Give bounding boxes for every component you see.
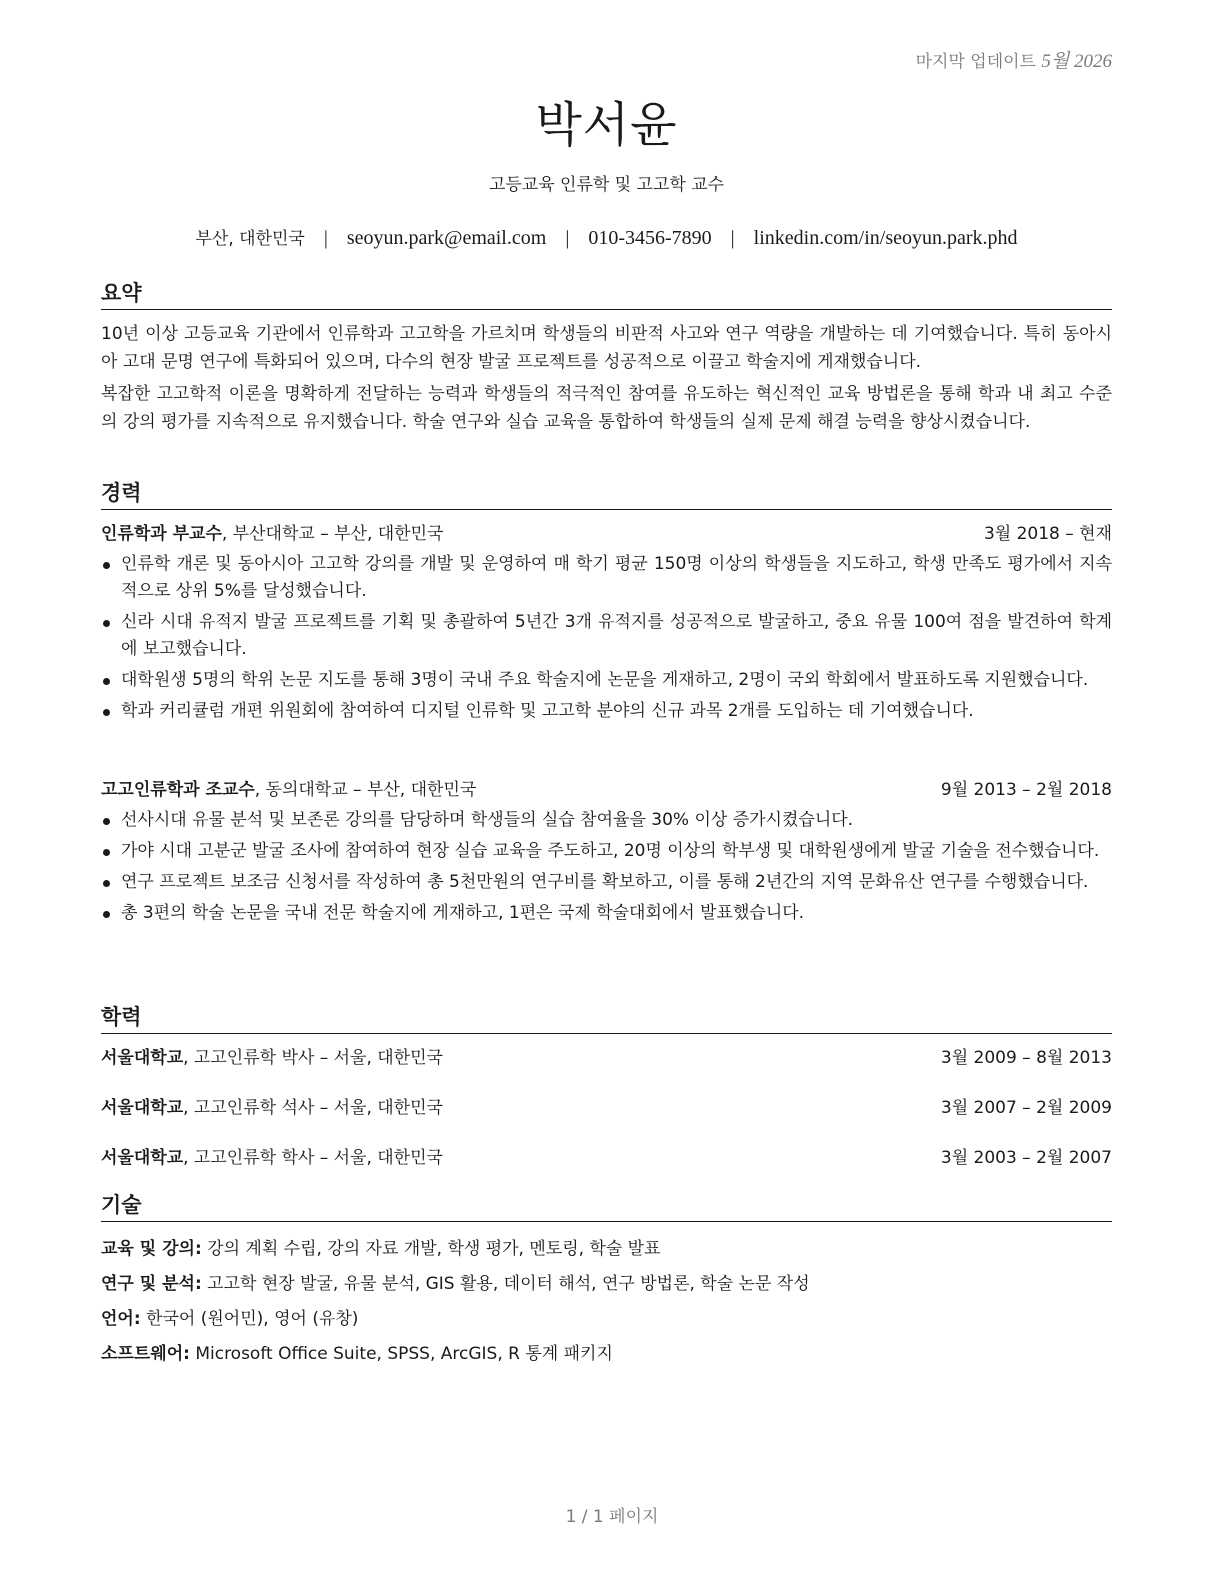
contact-location: 부산, 대한민국 [195, 229, 305, 249]
skill-value: 강의 계획 수립, 강의 자료 개발, 학생 평가, 멘토링, 학술 발표 [201, 1239, 661, 1259]
job-header [101, 776, 1112, 804]
education-date: 3월 2003 – 2월 2007 [940, 1148, 1112, 1168]
bullet-text: 총 3편의 학술 논문을 국내 전문 학술지에 게재하고, 1편은 국제 학술대회에서 발표했습니다. [121, 903, 805, 923]
contact-line [101, 224, 1112, 250]
education-school: 서울대학교 [101, 1048, 184, 1068]
skill-line [101, 1304, 1112, 1329]
bullet-icon [103, 880, 110, 887]
list-item [101, 900, 1112, 927]
skill-label: 교육 및 강의: [101, 1239, 202, 1259]
bullet-text: 선사시대 유물 분석 및 보존론 강의를 담당하며 학생들의 실습 참여율을 30% 이상 증가시켰습니다. [121, 810, 854, 830]
section-title-skills: 기술 [101, 1189, 1112, 1222]
education-item [101, 1044, 1112, 1072]
summary-paragraph: 복잡한 고고학적 이론을 명확하게 전달하는 능력과 학생들의 적극적인 참여를 유도하는 혁신적인 교육 방법론을 통해 학과 내 최고 수준의 강의 평가를 지속적으로 유지했습니다. 학술 연구와 실습 교육을 통합하여 학생들의 실제 문제 해결 능력을 향상시켰습니다. [101, 384, 1112, 432]
last-updated [916, 46, 1112, 73]
education-item [101, 1094, 1112, 1122]
education-school: 서울대학교 [101, 1148, 184, 1168]
section-title-summary: 요약 [101, 277, 1112, 310]
education-date: 3월 2007 – 2월 2009 [940, 1098, 1112, 1118]
job-org: , 동의대학교 – 부산, 대한민국 [254, 780, 477, 800]
contact-linkedin[interactable]: linkedin.com/in/seoyun.park.phd [753, 227, 1018, 249]
bullet-text: 인류학 개론 및 동아시아 고고학 강의를 개발 및 운영하여 매 학기 평균 150명 이상의 학생들을 지도하고, 학생 만족도 평가에서 지속적으로 상위 5%를 달성했습니다. [121, 554, 1112, 601]
list-item [101, 551, 1112, 605]
bullet-icon [103, 678, 110, 685]
skill-line [101, 1234, 1112, 1259]
job-date: 3월 2018 – 현재 [983, 524, 1112, 544]
list-item [101, 807, 1112, 834]
bullet-text: 가야 시대 고분군 발굴 조사에 참여하여 현장 실습 교육을 주도하고, 20명 이상의 학부생 및 대학원생에게 발굴 기술을 전수했습니다. [121, 841, 1100, 861]
bullet-text: 신라 시대 유적지 발굴 프로젝트를 기획 및 총괄하여 5년간 3개 유적지를 성공적으로 발굴하고, 중요 유물 100여 점을 발견하여 학계에 보고했습니다. [121, 612, 1112, 659]
education-detail: , 고고인류학 석사 – 서울, 대한민국 [183, 1098, 443, 1118]
skill-line [101, 1339, 1112, 1364]
contact-phone: 010-3456-7890 [588, 227, 712, 249]
skill-label: 언어: [101, 1309, 141, 1329]
bullet-text: 연구 프로젝트 보조금 신청서를 작성하여 총 5천만원의 연구비를 확보하고, 이를 통해 2년간의 지역 문화유산 연구를 수행했습니다. [121, 872, 1089, 892]
skill-label: 연구 및 분석: [101, 1274, 202, 1294]
contact-email[interactable]: seoyun.park@email.com [346, 227, 547, 249]
list-item [101, 667, 1112, 694]
job-role: 고고인류학과 조교수 [101, 780, 255, 800]
job-date: 9월 2013 – 2월 2018 [940, 780, 1112, 800]
contact-separator: | [323, 227, 328, 249]
person-title: 고등교육 인류학 및 고고학 교수 [488, 175, 725, 195]
job-role: 인류학과 부교수 [101, 524, 222, 544]
job-org: , 부산대학교 – 부산, 대한민국 [221, 524, 444, 544]
bullet-text: 학과 커리큘럼 개편 위원회에 참여하여 디지털 인류학 및 고고학 분야의 신규 과목 2개를 도입하는 데 기여했습니다. [121, 701, 974, 721]
list-item [101, 869, 1112, 896]
section-title-experience: 경력 [101, 477, 1112, 510]
section-title-education: 학력 [101, 1001, 1112, 1034]
job-bullets [101, 807, 1112, 931]
list-item [101, 838, 1112, 865]
education-detail: , 고고인류학 학사 – 서울, 대한민국 [183, 1148, 443, 1168]
contact-separator: | [730, 227, 735, 249]
bullet-icon [103, 849, 110, 856]
bullet-icon [103, 562, 110, 569]
skill-label: 소프트웨어: [101, 1344, 190, 1364]
education-school: 서울대학교 [101, 1098, 184, 1118]
skill-value: 고고학 현장 발굴, 유물 분석, GIS 활용, 데이터 해석, 연구 방법론, 학술 논문 작성 [201, 1274, 810, 1294]
bullet-icon [103, 709, 110, 716]
list-item [101, 698, 1112, 725]
last-updated-label: 마지막 업데이트 [915, 52, 1036, 72]
education-detail: , 고고인류학 박사 – 서울, 대한민국 [183, 1048, 443, 1068]
bullet-icon [103, 818, 110, 825]
skill-line [101, 1269, 1112, 1294]
summary-paragraph: 10년 이상 고등교육 기관에서 인류학과 고고학을 가르치며 학생들의 비판적 사고와 연구 역량을 개발하는 데 기여했습니다. 특히 동아시아 고대 문명 연구에 특화되어 있으며, 다수의 현장 발굴 프로젝트를 성공적으로 이끌고 학술지에 게재했습니다. [101, 324, 1112, 372]
person-name: 박서윤 [535, 97, 678, 153]
bullet-text: 대학원생 5명의 학위 논문 지도를 통해 3명이 국내 주요 학술지에 논문을 게재하고, 2명이 국외 학회에서 발표하도록 지원했습니다. [121, 670, 1089, 690]
bullet-icon [103, 620, 110, 627]
education-date: 3월 2009 – 8월 2013 [940, 1048, 1112, 1068]
list-item [101, 609, 1112, 663]
education-item [101, 1144, 1112, 1172]
skill-value: 한국어 (원어민), 영어 (유창) [140, 1309, 359, 1329]
skill-value: Microsoft Office Suite, SPSS, ArcGIS, R 통계 패키지 [189, 1344, 613, 1364]
contact-separator: | [565, 227, 570, 249]
job-header [101, 520, 1112, 548]
bullet-icon [103, 911, 110, 918]
last-updated-date: 5월 2026 [1041, 51, 1112, 72]
page-number: 1 / 1 페이지 [565, 1507, 659, 1527]
job-bullets [101, 551, 1112, 729]
